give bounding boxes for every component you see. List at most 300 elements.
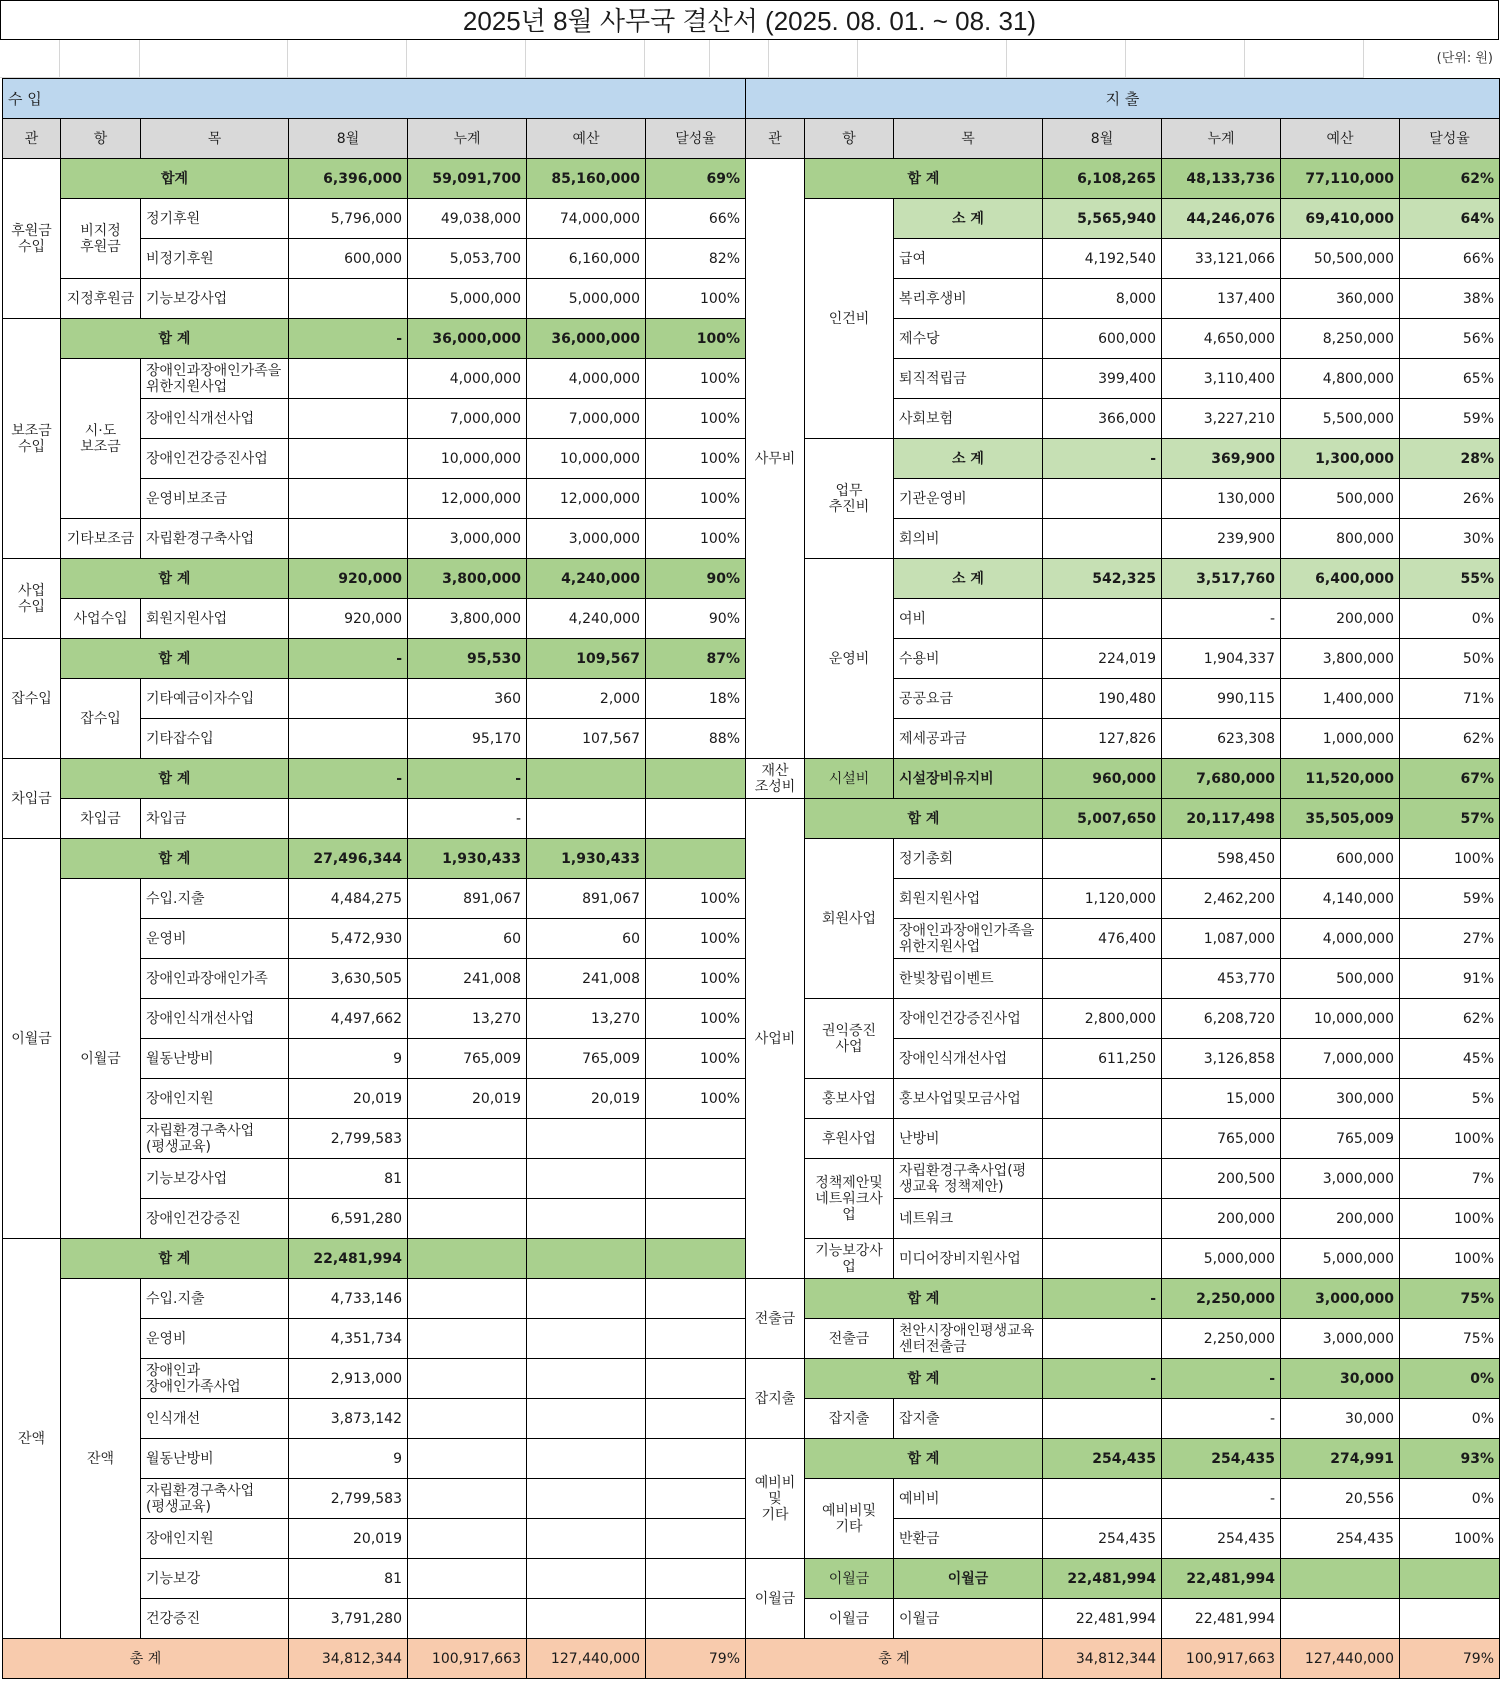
sheet-title[interactable]: 2025년 8월 사무국 결산서 (2025. 08. 01. ~ 08. 31) bbox=[0, 0, 1499, 40]
cell-hang[interactable]: 홍보사업 bbox=[805, 1079, 894, 1119]
cell-hang[interactable]: 사업수입 bbox=[61, 599, 141, 639]
cell-august[interactable] bbox=[289, 399, 408, 439]
cell-budget[interactable]: 13,270 bbox=[527, 999, 646, 1039]
cell-achievement[interactable]: 75% bbox=[1400, 1279, 1500, 1319]
cell-achievement[interactable]: 88% bbox=[646, 719, 746, 759]
cell-mok[interactable]: 건강증진 bbox=[141, 1599, 289, 1639]
cell-achievement[interactable]: 0% bbox=[1400, 1399, 1500, 1439]
cell-budget[interactable]: 800,000 bbox=[1281, 519, 1400, 559]
cell-august[interactable]: 5,472,930 bbox=[289, 919, 408, 959]
cell-achievement[interactable]: 26% bbox=[1400, 479, 1500, 519]
cell-august[interactable]: 920,000 bbox=[289, 599, 408, 639]
cell-cumulative[interactable]: 22,481,994 bbox=[1162, 1599, 1281, 1639]
cell-august[interactable] bbox=[1043, 1199, 1162, 1239]
cell-cumulative[interactable]: 239,900 bbox=[1162, 519, 1281, 559]
cell-mok[interactable]: 한빛창립이벤트 bbox=[894, 959, 1043, 999]
cell-cumulative[interactable]: 2,462,200 bbox=[1162, 879, 1281, 919]
cell-august[interactable] bbox=[1043, 1159, 1162, 1199]
cell-budget[interactable]: 600,000 bbox=[1281, 839, 1400, 879]
cell-august[interactable]: - bbox=[289, 319, 408, 359]
cell-gwan[interactable]: 사업비 bbox=[746, 799, 805, 1279]
cell-achievement[interactable] bbox=[646, 1279, 746, 1319]
cell-mok[interactable]: 자립환경구축사업 (평생교육) bbox=[141, 1479, 289, 1519]
cell-mok[interactable]: 천안시장애인평생교육 센터전출금 bbox=[894, 1319, 1043, 1359]
cell-achievement[interactable]: 100% bbox=[646, 879, 746, 919]
cell-achievement[interactable] bbox=[646, 1199, 746, 1239]
cell-august[interactable]: 600,000 bbox=[1043, 319, 1162, 359]
cell-achievement[interactable]: 7% bbox=[1400, 1159, 1500, 1199]
cell-august[interactable]: 5,796,000 bbox=[289, 199, 408, 239]
column-header[interactable]: 8월 bbox=[1043, 119, 1162, 159]
cell-achievement[interactable]: 5% bbox=[1400, 1079, 1500, 1119]
cell-cumulative[interactable]: 100,917,663 bbox=[1162, 1639, 1281, 1679]
cell-budget[interactable]: 241,008 bbox=[527, 959, 646, 999]
cell-achievement[interactable]: 100% bbox=[646, 519, 746, 559]
cell-cumulative[interactable] bbox=[408, 1599, 527, 1639]
cell-cumulative[interactable]: 4,000,000 bbox=[408, 359, 527, 399]
cell-mok[interactable]: 장애인과장애인가족을 위한지원사업 bbox=[141, 359, 289, 399]
cell-cumulative[interactable]: 3,126,858 bbox=[1162, 1039, 1281, 1079]
cell-budget[interactable] bbox=[1281, 1599, 1400, 1639]
cell-cumulative[interactable] bbox=[408, 1239, 527, 1279]
cell-achievement[interactable]: 62% bbox=[1400, 719, 1500, 759]
cell-cumulative[interactable] bbox=[408, 1399, 527, 1439]
cell-cumulative[interactable]: 59,091,700 bbox=[408, 159, 527, 199]
cell-budget[interactable]: 127,440,000 bbox=[1281, 1639, 1400, 1679]
cell-august[interactable]: 476,400 bbox=[1043, 919, 1162, 959]
cell-cumulative[interactable]: 95,170 bbox=[408, 719, 527, 759]
cell-mok[interactable]: 기타예금이자수입 bbox=[141, 679, 289, 719]
cell-mok[interactable]: 수입.지출 bbox=[141, 879, 289, 919]
cell-mok[interactable]: 기능보강 bbox=[141, 1559, 289, 1599]
cell-hang[interactable]: 이월금 bbox=[805, 1559, 894, 1599]
cell-budget[interactable]: 8,250,000 bbox=[1281, 319, 1400, 359]
cell-gwan[interactable]: 보조금 수입 bbox=[3, 319, 61, 559]
cell-budget[interactable]: 20,556 bbox=[1281, 1479, 1400, 1519]
cell-august[interactable]: 22,481,994 bbox=[1043, 1559, 1162, 1599]
cell-budget[interactable]: 50,500,000 bbox=[1281, 239, 1400, 279]
cell-august[interactable]: 4,192,540 bbox=[1043, 239, 1162, 279]
cell-mok[interactable]: 홍보사업및모금사업 bbox=[894, 1079, 1043, 1119]
cell-mok[interactable]: 반환금 bbox=[894, 1519, 1043, 1559]
cell-august[interactable]: 6,591,280 bbox=[289, 1199, 408, 1239]
cell-august[interactable]: 8,000 bbox=[1043, 279, 1162, 319]
cell-mok[interactable]: 공공요금 bbox=[894, 679, 1043, 719]
total-label[interactable]: 총 계 bbox=[3, 1639, 289, 1679]
cell-achievement[interactable]: 0% bbox=[1400, 1479, 1500, 1519]
cell-mok[interactable]: 기능보강사업 bbox=[141, 279, 289, 319]
cell-cumulative[interactable] bbox=[408, 1319, 527, 1359]
cell-august[interactable] bbox=[1043, 1399, 1162, 1439]
cell-august[interactable] bbox=[289, 279, 408, 319]
cell-august[interactable]: - bbox=[289, 759, 408, 799]
cell-achievement[interactable] bbox=[646, 1479, 746, 1519]
grid-cell[interactable] bbox=[1007, 40, 1126, 78]
grid-cell[interactable] bbox=[140, 40, 288, 78]
cell-mok[interactable]: 장애인지원 bbox=[141, 1079, 289, 1119]
cell-achievement[interactable]: 100% bbox=[646, 1079, 746, 1119]
cell-august[interactable] bbox=[1043, 479, 1162, 519]
cell-gwan[interactable]: 사업 수입 bbox=[3, 559, 61, 639]
cell-cumulative[interactable]: - bbox=[1162, 1399, 1281, 1439]
cell-august[interactable]: 22,481,994 bbox=[1043, 1599, 1162, 1639]
cell-mok[interactable]: 회의비 bbox=[894, 519, 1043, 559]
cell-mok[interactable]: 운영비 bbox=[141, 1319, 289, 1359]
cell-hang[interactable]: 후원사업 bbox=[805, 1119, 894, 1159]
cell-cumulative[interactable]: 95,530 bbox=[408, 639, 527, 679]
cell-cumulative[interactable] bbox=[408, 1439, 527, 1479]
cell-achievement[interactable]: 90% bbox=[646, 559, 746, 599]
cell-achievement[interactable] bbox=[646, 1319, 746, 1359]
cell-hang[interactable]: 예비비및 기타 bbox=[805, 1479, 894, 1559]
cell-budget[interactable]: 4,140,000 bbox=[1281, 879, 1400, 919]
cell-cumulative[interactable]: - bbox=[1162, 1359, 1281, 1399]
cell-budget[interactable]: 3,000,000 bbox=[527, 519, 646, 559]
cell-august[interactable]: 3,873,142 bbox=[289, 1399, 408, 1439]
cell-budget[interactable]: 10,000,000 bbox=[527, 439, 646, 479]
cell-achievement[interactable]: 100% bbox=[1400, 1239, 1500, 1279]
cell-budget[interactable]: 1,300,000 bbox=[1281, 439, 1400, 479]
cell-budget[interactable]: 200,000 bbox=[1281, 599, 1400, 639]
cell-achievement[interactable] bbox=[646, 1599, 746, 1639]
cell-cumulative[interactable]: 5,053,700 bbox=[408, 239, 527, 279]
cell-august[interactable]: 3,630,505 bbox=[289, 959, 408, 999]
cell-august[interactable] bbox=[289, 719, 408, 759]
cell-cumulative[interactable]: 623,308 bbox=[1162, 719, 1281, 759]
cell-cumulative[interactable] bbox=[408, 1279, 527, 1319]
cell-august[interactable]: 4,497,662 bbox=[289, 999, 408, 1039]
cell-august[interactable]: 542,325 bbox=[1043, 559, 1162, 599]
cell-cumulative[interactable]: - bbox=[1162, 1479, 1281, 1519]
cell-hang[interactable]: 기타보조금 bbox=[61, 519, 141, 559]
cell-cumulative[interactable]: 3,227,210 bbox=[1162, 399, 1281, 439]
cell-budget[interactable]: 891,067 bbox=[527, 879, 646, 919]
cell-august[interactable] bbox=[1043, 839, 1162, 879]
cell-mok[interactable]: 운영비 bbox=[141, 919, 289, 959]
cell-gwan[interactable]: 전출금 bbox=[746, 1279, 805, 1359]
cell-budget[interactable]: 5,000,000 bbox=[1281, 1239, 1400, 1279]
cell-mok[interactable]: 이월금 bbox=[894, 1559, 1043, 1599]
cell-sum-label[interactable]: 합 계 bbox=[805, 1439, 1043, 1479]
cell-august[interactable]: 600,000 bbox=[289, 239, 408, 279]
cell-mok[interactable]: 장애인건강증진 bbox=[141, 1199, 289, 1239]
cell-hang[interactable]: 차입금 bbox=[61, 799, 141, 839]
cell-budget[interactable]: 20,019 bbox=[527, 1079, 646, 1119]
cell-budget[interactable] bbox=[527, 1199, 646, 1239]
cell-gwan[interactable]: 이월금 bbox=[3, 839, 61, 1239]
cell-cumulative[interactable]: 22,481,994 bbox=[1162, 1559, 1281, 1599]
cell-budget[interactable]: 30,000 bbox=[1281, 1399, 1400, 1439]
cell-mok[interactable]: 비정기후원 bbox=[141, 239, 289, 279]
cell-achievement[interactable] bbox=[646, 1359, 746, 1399]
cell-achievement[interactable]: 79% bbox=[1400, 1639, 1500, 1679]
cell-mok[interactable]: 여비 bbox=[894, 599, 1043, 639]
cell-achievement[interactable] bbox=[646, 1519, 746, 1559]
cell-achievement[interactable]: 69% bbox=[646, 159, 746, 199]
cell-august[interactable]: 960,000 bbox=[1043, 759, 1162, 799]
cell-august[interactable]: 34,812,344 bbox=[1043, 1639, 1162, 1679]
cell-budget[interactable]: 4,800,000 bbox=[1281, 359, 1400, 399]
cell-august[interactable]: 3,791,280 bbox=[289, 1599, 408, 1639]
cell-hang[interactable]: 정책제안및 네트워크사 업 bbox=[805, 1159, 894, 1239]
cell-mok[interactable]: 장애인건강증진사업 bbox=[894, 999, 1043, 1039]
total-label[interactable]: 총 계 bbox=[746, 1639, 1043, 1679]
cell-achievement[interactable]: 28% bbox=[1400, 439, 1500, 479]
column-header[interactable]: 8월 bbox=[289, 119, 408, 159]
cell-august[interactable]: 81 bbox=[289, 1159, 408, 1199]
cell-budget[interactable]: 3,000,000 bbox=[1281, 1319, 1400, 1359]
cell-budget[interactable]: 107,567 bbox=[527, 719, 646, 759]
cell-achievement[interactable]: 82% bbox=[646, 239, 746, 279]
column-header[interactable]: 항 bbox=[805, 119, 894, 159]
cell-gwan[interactable]: 잡수입 bbox=[3, 639, 61, 759]
cell-cumulative[interactable]: 453,770 bbox=[1162, 959, 1281, 999]
cell-achievement[interactable]: 66% bbox=[1400, 239, 1500, 279]
cell-achievement[interactable]: 62% bbox=[1400, 159, 1500, 199]
cell-hang[interactable]: 운영비 bbox=[805, 559, 894, 759]
cell-august[interactable] bbox=[1043, 599, 1162, 639]
cell-budget[interactable]: 4,240,000 bbox=[527, 599, 646, 639]
cell-budget[interactable]: 4,000,000 bbox=[527, 359, 646, 399]
grid-cell[interactable] bbox=[858, 40, 1007, 78]
cell-mok[interactable]: 기관운영비 bbox=[894, 479, 1043, 519]
cell-achievement[interactable]: 100% bbox=[646, 999, 746, 1039]
cell-budget[interactable]: 85,160,000 bbox=[527, 159, 646, 199]
cell-hang[interactable]: 잡지출 bbox=[805, 1399, 894, 1439]
cell-budget[interactable] bbox=[527, 1399, 646, 1439]
cell-achievement[interactable]: 66% bbox=[646, 199, 746, 239]
cell-august[interactable]: 5,007,650 bbox=[1043, 799, 1162, 839]
cell-cumulative[interactable]: 1,087,000 bbox=[1162, 919, 1281, 959]
cell-achievement[interactable] bbox=[646, 1399, 746, 1439]
cell-august[interactable]: 20,019 bbox=[289, 1079, 408, 1119]
cell-august[interactable]: 2,800,000 bbox=[1043, 999, 1162, 1039]
cell-sum-label[interactable]: 합 계 bbox=[61, 559, 289, 599]
cell-cumulative[interactable]: 49,038,000 bbox=[408, 199, 527, 239]
cell-cumulative[interactable] bbox=[408, 1479, 527, 1519]
cell-august[interactable] bbox=[289, 679, 408, 719]
cell-mok[interactable]: 월동난방비 bbox=[141, 1039, 289, 1079]
cell-cumulative[interactable] bbox=[408, 1559, 527, 1599]
cell-budget[interactable]: 5,000,000 bbox=[527, 279, 646, 319]
cell-cumulative[interactable]: - bbox=[408, 799, 527, 839]
cell-budget[interactable]: 30,000 bbox=[1281, 1359, 1400, 1399]
cell-mok[interactable]: 기타잡수입 bbox=[141, 719, 289, 759]
cell-sum-label[interactable]: 합 계 bbox=[61, 759, 289, 799]
cell-achievement[interactable]: 27% bbox=[1400, 919, 1500, 959]
cell-achievement[interactable]: 91% bbox=[1400, 959, 1500, 999]
cell-achievement[interactable] bbox=[646, 839, 746, 879]
cell-hang[interactable]: 이월금 bbox=[61, 879, 141, 1239]
cell-budget[interactable] bbox=[527, 1599, 646, 1639]
cell-cumulative[interactable]: 254,435 bbox=[1162, 1439, 1281, 1479]
cell-achievement[interactable]: 100% bbox=[1400, 1519, 1500, 1559]
cell-budget[interactable]: 35,505,009 bbox=[1281, 799, 1400, 839]
cell-mok[interactable]: 네트워크 bbox=[894, 1199, 1043, 1239]
cell-hang[interactable]: 잔액 bbox=[61, 1279, 141, 1639]
cell-budget[interactable] bbox=[527, 759, 646, 799]
cell-cumulative[interactable]: 4,650,000 bbox=[1162, 319, 1281, 359]
cell-achievement[interactable] bbox=[646, 1119, 746, 1159]
cell-august[interactable]: 2,799,583 bbox=[289, 1119, 408, 1159]
cell-hang[interactable]: 잡수입 bbox=[61, 679, 141, 759]
column-header[interactable]: 예산 bbox=[527, 119, 646, 159]
cell-budget[interactable]: 60 bbox=[527, 919, 646, 959]
cell-budget[interactable]: 765,009 bbox=[1281, 1119, 1400, 1159]
cell-budget[interactable]: 4,240,000 bbox=[527, 559, 646, 599]
cell-budget[interactable]: 127,440,000 bbox=[527, 1639, 646, 1679]
cell-august[interactable]: 2,913,000 bbox=[289, 1359, 408, 1399]
cell-cumulative[interactable]: 7,680,000 bbox=[1162, 759, 1281, 799]
cell-budget[interactable]: 2,000 bbox=[527, 679, 646, 719]
cell-achievement[interactable]: 45% bbox=[1400, 1039, 1500, 1079]
cell-achievement[interactable] bbox=[646, 759, 746, 799]
cell-budget[interactable] bbox=[527, 1559, 646, 1599]
cell-gwan[interactable]: 잡지출 bbox=[746, 1359, 805, 1439]
cell-cumulative[interactable]: 241,008 bbox=[408, 959, 527, 999]
column-header[interactable]: 관 bbox=[3, 119, 61, 159]
cell-gwan[interactable]: 사무비 bbox=[746, 159, 805, 759]
cell-august[interactable]: - bbox=[1043, 439, 1162, 479]
cell-achievement[interactable]: 67% bbox=[1400, 759, 1500, 799]
cell-cumulative[interactable] bbox=[408, 1519, 527, 1559]
cell-august[interactable] bbox=[289, 479, 408, 519]
cell-cumulative[interactable]: 765,009 bbox=[408, 1039, 527, 1079]
cell-achievement[interactable]: 100% bbox=[646, 1039, 746, 1079]
cell-mok[interactable]: 시설장비유지비 bbox=[894, 759, 1043, 799]
cell-august[interactable]: - bbox=[289, 639, 408, 679]
cell-gwan[interactable]: 예비비 및 기타 bbox=[746, 1439, 805, 1559]
cell-sum-label[interactable]: 합 계 bbox=[61, 319, 289, 359]
cell-achievement[interactable]: 100% bbox=[646, 279, 746, 319]
cell-mok[interactable]: 정기총회 bbox=[894, 839, 1043, 879]
cell-budget[interactable]: 254,435 bbox=[1281, 1519, 1400, 1559]
cell-hang[interactable]: 이월금 bbox=[805, 1599, 894, 1639]
cell-achievement[interactable]: 100% bbox=[646, 359, 746, 399]
cell-august[interactable]: - bbox=[1043, 1279, 1162, 1319]
cell-august[interactable]: 34,812,344 bbox=[289, 1639, 408, 1679]
cell-gwan[interactable]: 후원금 수입 bbox=[3, 159, 61, 319]
cell-cumulative[interactable]: 20,019 bbox=[408, 1079, 527, 1119]
cell-budget[interactable]: 36,000,000 bbox=[527, 319, 646, 359]
cell-august[interactable]: 920,000 bbox=[289, 559, 408, 599]
cell-cumulative[interactable]: 44,246,076 bbox=[1162, 199, 1281, 239]
cell-august[interactable]: 9 bbox=[289, 1439, 408, 1479]
cell-mok[interactable]: 장애인식개선사업 bbox=[141, 999, 289, 1039]
cell-achievement[interactable]: 57% bbox=[1400, 799, 1500, 839]
cell-budget[interactable]: 3,000,000 bbox=[1281, 1279, 1400, 1319]
cell-cumulative[interactable]: 7,000,000 bbox=[408, 399, 527, 439]
cell-mok[interactable]: 예비비 bbox=[894, 1479, 1043, 1519]
cell-august[interactable]: 6,108,265 bbox=[1043, 159, 1162, 199]
cell-hang[interactable]: 회원사업 bbox=[805, 839, 894, 999]
cell-cumulative[interactable]: 200,500 bbox=[1162, 1159, 1281, 1199]
cell-achievement[interactable]: 100% bbox=[646, 959, 746, 999]
cell-sum-label[interactable]: 합 계 bbox=[61, 839, 289, 879]
cell-cumulative[interactable]: 60 bbox=[408, 919, 527, 959]
cell-cumulative[interactable]: 598,450 bbox=[1162, 839, 1281, 879]
cell-august[interactable]: 81 bbox=[289, 1559, 408, 1599]
cell-subtotal-label[interactable]: 소 계 bbox=[894, 439, 1043, 479]
cell-mok[interactable]: 장애인과 장애인가족사업 bbox=[141, 1359, 289, 1399]
cell-achievement[interactable]: 64% bbox=[1400, 199, 1500, 239]
unit-label[interactable]: (단위: 원) bbox=[1436, 51, 1493, 66]
cell-mok[interactable]: 제세공과금 bbox=[894, 719, 1043, 759]
cell-hang[interactable]: 시·도 보조금 bbox=[61, 359, 141, 519]
cell-budget[interactable] bbox=[527, 1439, 646, 1479]
cell-august[interactable]: 366,000 bbox=[1043, 399, 1162, 439]
cell-achievement[interactable]: 71% bbox=[1400, 679, 1500, 719]
cell-budget[interactable] bbox=[527, 1159, 646, 1199]
cell-achievement[interactable]: 100% bbox=[1400, 839, 1500, 879]
cell-cumulative[interactable]: 369,900 bbox=[1162, 439, 1281, 479]
cell-achievement[interactable]: 18% bbox=[646, 679, 746, 719]
cell-mok[interactable]: 운영비보조금 bbox=[141, 479, 289, 519]
cell-mok[interactable]: 자립환경구축사업 (평생교육) bbox=[141, 1119, 289, 1159]
cell-mok[interactable]: 미디어장비지원사업 bbox=[894, 1239, 1043, 1279]
cell-cumulative[interactable]: - bbox=[408, 759, 527, 799]
column-header[interactable]: 예산 bbox=[1281, 119, 1400, 159]
cell-august[interactable]: 27,496,344 bbox=[289, 839, 408, 879]
cell-budget[interactable]: 10,000,000 bbox=[1281, 999, 1400, 1039]
cell-august[interactable]: 6,396,000 bbox=[289, 159, 408, 199]
cell-gwan[interactable]: 차입금 bbox=[3, 759, 61, 839]
cell-budget[interactable]: 7,000,000 bbox=[527, 399, 646, 439]
cell-mok[interactable]: 수입.지출 bbox=[141, 1279, 289, 1319]
cell-august[interactable]: 9 bbox=[289, 1039, 408, 1079]
cell-cumulative[interactable]: 3,517,760 bbox=[1162, 559, 1281, 599]
cell-budget[interactable] bbox=[527, 1279, 646, 1319]
cell-cumulative[interactable]: 5,000,000 bbox=[1162, 1239, 1281, 1279]
cell-budget[interactable] bbox=[527, 1479, 646, 1519]
cell-subtotal-label[interactable]: 소 계 bbox=[894, 559, 1043, 599]
cell-cumulative[interactable]: 3,000,000 bbox=[408, 519, 527, 559]
cell-august[interactable]: 22,481,994 bbox=[289, 1239, 408, 1279]
grid-cell[interactable] bbox=[710, 40, 769, 78]
cell-cumulative[interactable]: 360 bbox=[408, 679, 527, 719]
cell-hang[interactable]: 전출금 bbox=[805, 1319, 894, 1359]
cell-mok[interactable]: 자립환경구축사업(평 생교육 정책제안) bbox=[894, 1159, 1043, 1199]
cell-cumulative[interactable]: 33,121,066 bbox=[1162, 239, 1281, 279]
cell-budget[interactable]: 77,110,000 bbox=[1281, 159, 1400, 199]
cell-budget[interactable] bbox=[527, 1119, 646, 1159]
cell-gwan[interactable]: 이월금 bbox=[746, 1559, 805, 1639]
cell-august[interactable] bbox=[1043, 1119, 1162, 1159]
cell-budget[interactable]: 7,000,000 bbox=[1281, 1039, 1400, 1079]
cell-achievement[interactable]: 100% bbox=[646, 399, 746, 439]
cell-hang[interactable]: 지정후원금 bbox=[61, 279, 141, 319]
cell-cumulative[interactable]: 1,930,433 bbox=[408, 839, 527, 879]
cell-cumulative[interactable]: 20,117,498 bbox=[1162, 799, 1281, 839]
cell-budget[interactable]: 500,000 bbox=[1281, 959, 1400, 999]
cell-cumulative[interactable]: 3,110,400 bbox=[1162, 359, 1281, 399]
cell-budget[interactable]: 6,160,000 bbox=[527, 239, 646, 279]
cell-august[interactable] bbox=[1043, 959, 1162, 999]
cell-cumulative[interactable] bbox=[408, 1199, 527, 1239]
cell-achievement[interactable]: 100% bbox=[1400, 1119, 1500, 1159]
cell-mok[interactable]: 장애인식개선사업 bbox=[141, 399, 289, 439]
cell-achievement[interactable]: 100% bbox=[646, 919, 746, 959]
cell-august[interactable]: 1,120,000 bbox=[1043, 879, 1162, 919]
cell-achievement[interactable]: 100% bbox=[646, 319, 746, 359]
cell-achievement[interactable]: 50% bbox=[1400, 639, 1500, 679]
cell-cumulative[interactable]: 3,800,000 bbox=[408, 559, 527, 599]
cell-mok[interactable]: 이월금 bbox=[894, 1599, 1043, 1639]
column-header[interactable]: 달성율 bbox=[646, 119, 746, 159]
cell-budget[interactable]: 360,000 bbox=[1281, 279, 1400, 319]
cell-hang[interactable]: 인건비 bbox=[805, 199, 894, 439]
cell-budget[interactable] bbox=[527, 1319, 646, 1359]
